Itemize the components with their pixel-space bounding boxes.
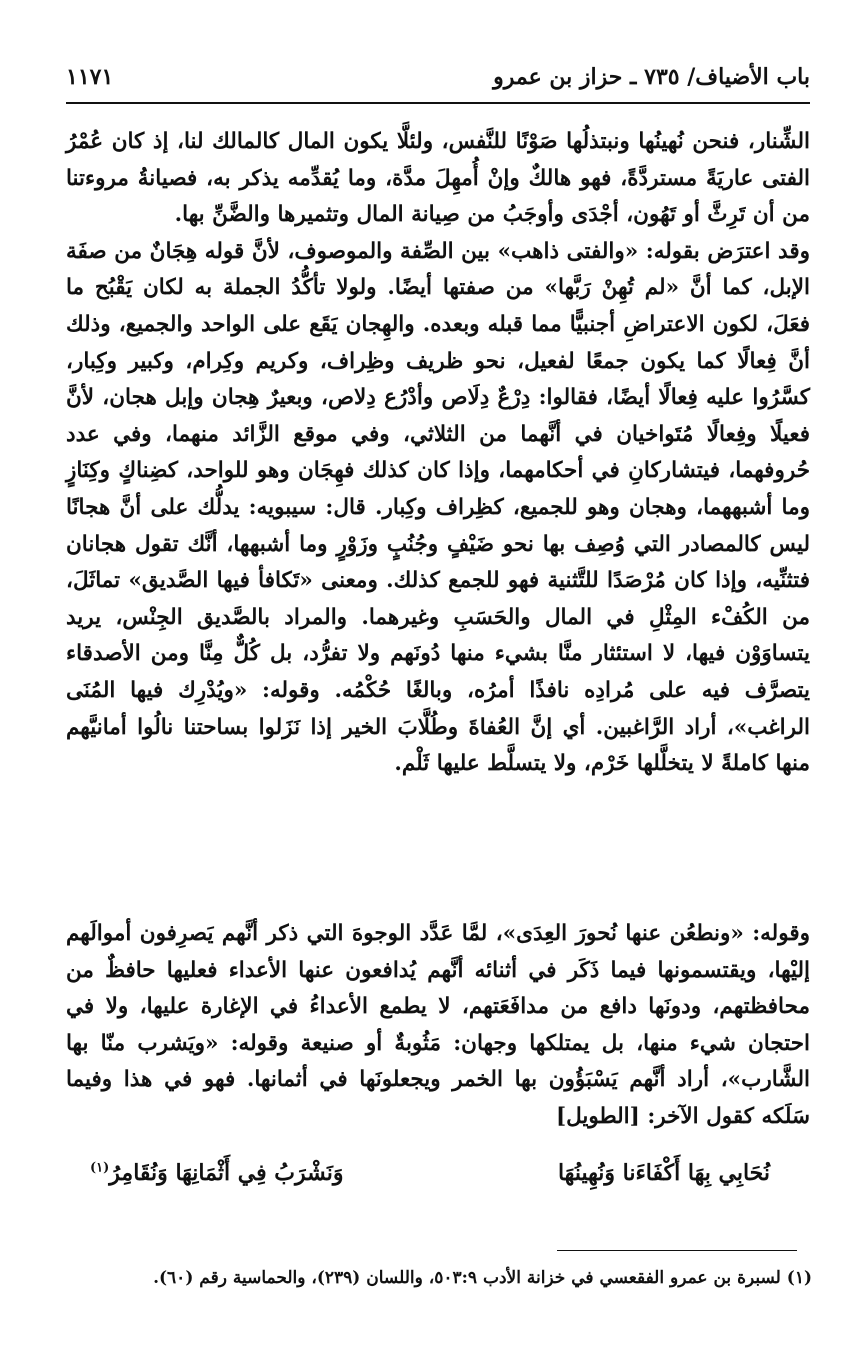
footnote: (١) لسبرة بن عمرو الفقعسي في خزانة الأدب ٥٠٣:٩، واللسان (٢٣٩)، والحماسية رقم (٦٠).: [153, 1268, 812, 1288]
verse-first-hemistich: نُحَابِي بِهَا أَكْفَاءَنا وَنُهِينُهَا: [557, 1160, 770, 1186]
verse-second-hemistich-text: وَنَشْرَبُ فِي أَثْمَانِهَا وَنُقَامِرُ: [109, 1160, 344, 1186]
running-header: [66, 60, 810, 104]
second-text-block: [66, 916, 810, 1136]
header-rule: [66, 102, 810, 104]
paragraph-1: الشِّنار، فنحن نُهينُها ونبتذلُها صَوْنًا للنَّفس، ولئلَّا يكون المال كالمالك لنا، إذ كان عُمْرُ الفتى عاريَةً مستردَّةً، فهو هالكٌ وإنْ أُمهِلَ مدَّة، وما يُقدِّمه يذكر به، فصيانةُ مروءتنا من أن تَرِثَّ أو تَهُون، أجْدَى وأوجَبُ من صِيانة المال وتثميرها والضَّنِّ بها.: [66, 129, 810, 228]
paragraph-3: وقوله: «ونطعُن عنها نُحورَ العِدَى»، لمَّا عَدَّد الوجوهَ التي ذكر أنَّهم يَصرِفون أموالَهم إليْها، ويقتسمونها فيما ذَكَر في أثنائه أنَّهم يُدافعون عنها الأعداء فعليها حافظٌ من محافظتهم، ودونَها دافع من مدافَعَتهم، لا يطمع الأعداءُ في الإغارة عليها، ولا في احتجان شيء منها، بل يمتلكها وجهان: مَثُوبةٌ أو صنيعة وقوله: «ويَشرب منّا بها الشَّارب»، أراد أنَّهم يَسْبَؤُون بها الخمر ويجعلونَها في أثمانها. فهو في هذا وفيما سَلَكه كقول الآخر: [الطويل]: [66, 921, 810, 1129]
main-text-block: [66, 124, 810, 783]
footnote-marker: (١): [90, 1160, 110, 1176]
paragraph-2: وقد اعترَض بقوله: «والفتى ذاهب» بين الصِّفة والموصوف، لأنَّ قوله هِجَانٌ من صفَة الإبل، كما أنَّ «لم تُهِنْ رَبَّها» من صفتها أيضًا. ولولا تأكُّدُ الجملة به لكان يَقْبُح ما فعَلَ، لكون الاعتراضِ أجنبيًّا مما قبله وبعده. والهِجان يَقَع على الواحد والجميع، وذلك أنَّ فِعالًا كما يكون جمعًا لفعيل، نحو ظريف وظِراف، وكريم وكِرام، وكبير وكِبار، كسَّرُوا عليه فِعالًا أيضًا، فقالوا: دِرْعٌ دِلَاص وأدْرُع دِلاص، وبعيرٌ هِجان وإبل هجان، لأنَّ فعيلًا وفِعالًا مُتَواخيان في أنَّهما من الثلاثي، وفي موقع الزَّائد منهما، وفي عدد حُروفهما، فيتشاركانِ في أحكامهما، وإذا كان كذلك فهِجَان وهو للواحد، كضِناكٍ وكِنَازٍ وما أشبههما، وهجان وهو للجميع، كظِراف وكِبار. قال: سيبويه: يدلُّك على أنَّ هجانًا ليس كالمصادر التي وُصِف بها نحو ضَيْفٍ وجُنُبٍ وزَوْرٍ وما أشبهها، أنَّك تقول هجانان فتثنِّيه، وإذا كان مُرْصَدًا للتَّثنية فهو للجمع كذلك. ومعنى «تَكافأ فيها الصَّديق» تماثَلَ، من الكُفْء المِثْلِ في المال والحَسَبِ وغيرهما. والمراد بالصَّديق الجِنْس، يريد يتساوَوْن فيها، لا استئثار منَّا بشيء منها دُونَهم ولا تفرُّد، بل كُلٌّ مِنَّا ومن الأصدقاء يتصرَّف فيه على مُرادِه نافذًا أمرُه، وبالغًا حُكْمُه. وقوله: «ويُدْرِك فيها المُنَى الراغب»، أراد الرَّاغبين. أي إنَّ العُفاةَ وطُلَّابَ الخير إذا نَزَلوا بساحتنا نالُوا أمانيَّهم منها كاملةً لا يتخلَّلها خَرْم، ولا يتسلَّط عليها ثَلْم.: [66, 238, 810, 777]
page-number: ١١٧١: [66, 64, 114, 90]
poetry-verse: [90, 1160, 770, 1200]
footnote-rule: [557, 1250, 797, 1251]
verse-second-hemistich: [90, 1160, 343, 1186]
header-title: باب الأضياف/ ٧٣٥ ـ حزاز بن عمرو: [493, 64, 810, 90]
